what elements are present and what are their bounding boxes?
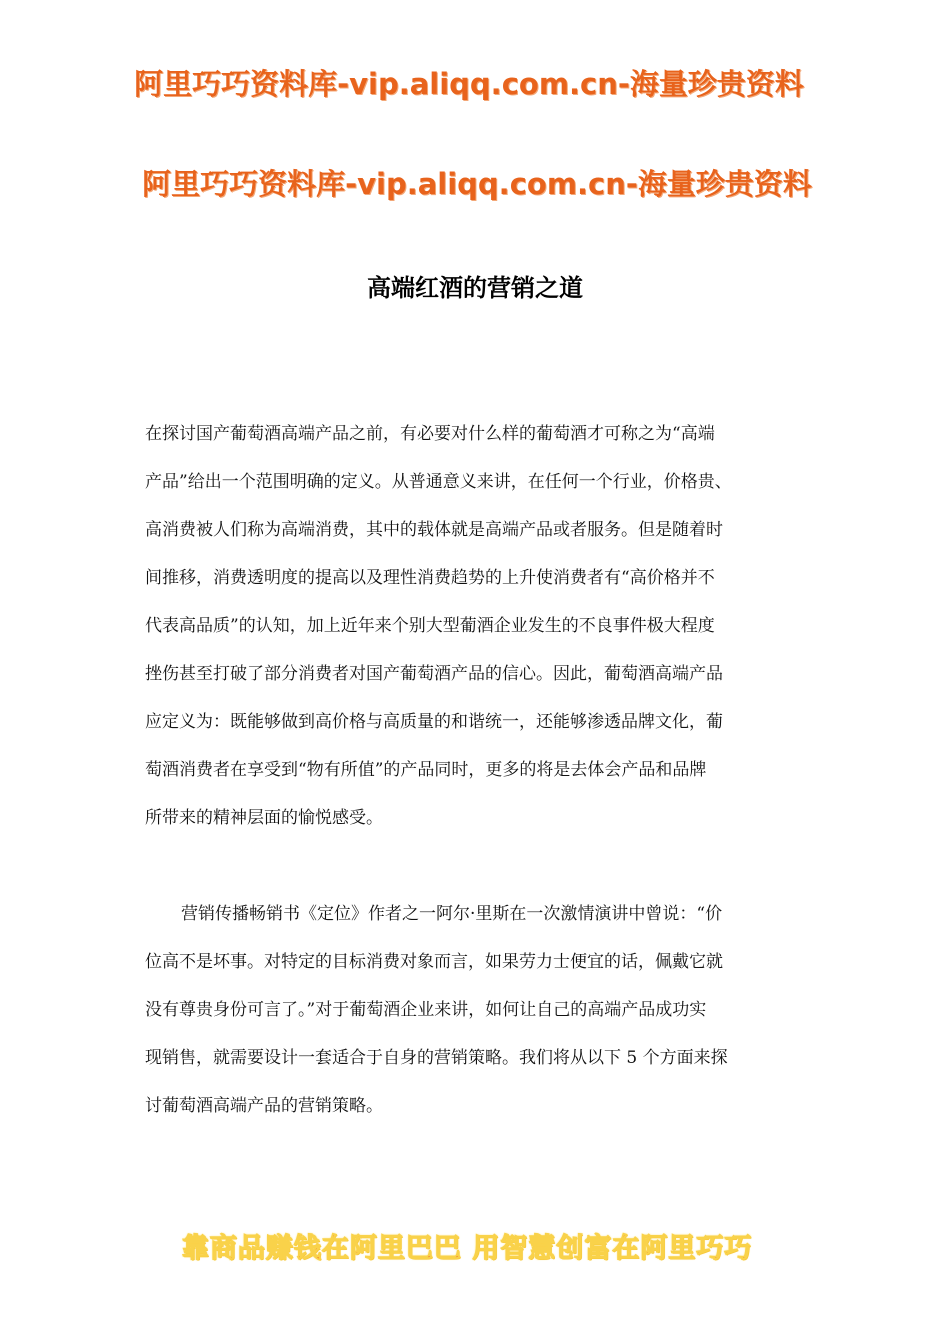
top-banner-1: 阿里巧巧资料库-vip.aliqq.com.cn-海量珍贵资料	[134, 67, 804, 101]
paragraph-1-line: 挫伤甚至打破了部分消费者对国产葡萄酒产品的信心。因此，葡萄酒高端产品	[145, 664, 723, 684]
paragraph-2-line: 位高不是坏事。对特定的目标消费对象而言，如果劳力士便宜的话，佩戴它就	[145, 952, 723, 972]
paragraph-2-line	[145, 890, 810, 938]
paragraph-1-line: 高消费被人们称为高端消费，其中的载体就是高端产品或者服务。但是随着时	[145, 520, 723, 540]
paragraph-2-line: 讨葡萄酒高端产品的营销策略。	[145, 1096, 383, 1116]
paragraph-1	[145, 410, 810, 842]
paragraph-1-line: 应定义为：既能够做到高价格与高质量的和谐统一，还能够渗透品牌文化，葡	[145, 712, 723, 732]
paragraph-2-line-text: 营销传播畅销书《定位》作者之一阿尔·里斯在一次激情演讲中曾说：“价	[181, 904, 723, 924]
paragraph-1-line: 在探讨国产葡萄酒高端产品之前，有必要对什么样的葡萄酒才可称之为“高端	[145, 424, 715, 444]
paragraph-2-line: 现销售，就需要设计一套适合于自身的营销策略。我们将从以下 5 个方面来探	[145, 1048, 728, 1068]
paragraph-1-line: 萄酒消费者在享受到“物有所值”的产品同时，更多的将是去体会产品和品牌	[145, 760, 707, 780]
paragraph-2-line: 没有尊贵身份可言了。”对于葡萄酒企业来讲，如何让自己的高端产品成功实	[145, 1000, 707, 1020]
bottom-banner: 靠商品赚钱在阿里巴巴 用智慧创富在阿里巧巧	[181, 1233, 753, 1264]
document-title: 高端红酒的营销之道	[367, 273, 583, 302]
top-banner-2: 阿里巧巧资料库-vip.aliqq.com.cn-海量珍贵资料	[142, 167, 812, 201]
paragraph-1-line: 间推移，消费透明度的提高以及理性消费趋势的上升使消费者有“高价格并不	[145, 568, 715, 588]
paragraph-1-line: 所带来的精神层面的愉悦感受。	[145, 808, 383, 828]
paragraph-1-line: 代表高品质”的认知，加上近年来个别大型葡酒企业发生的不良事件极大程度	[145, 616, 715, 636]
paragraph-2	[145, 890, 810, 1130]
paragraph-1-line: 产品”给出一个范围明确的定义。从普通意义来讲，在任何一个行业，价格贵、	[145, 472, 732, 492]
